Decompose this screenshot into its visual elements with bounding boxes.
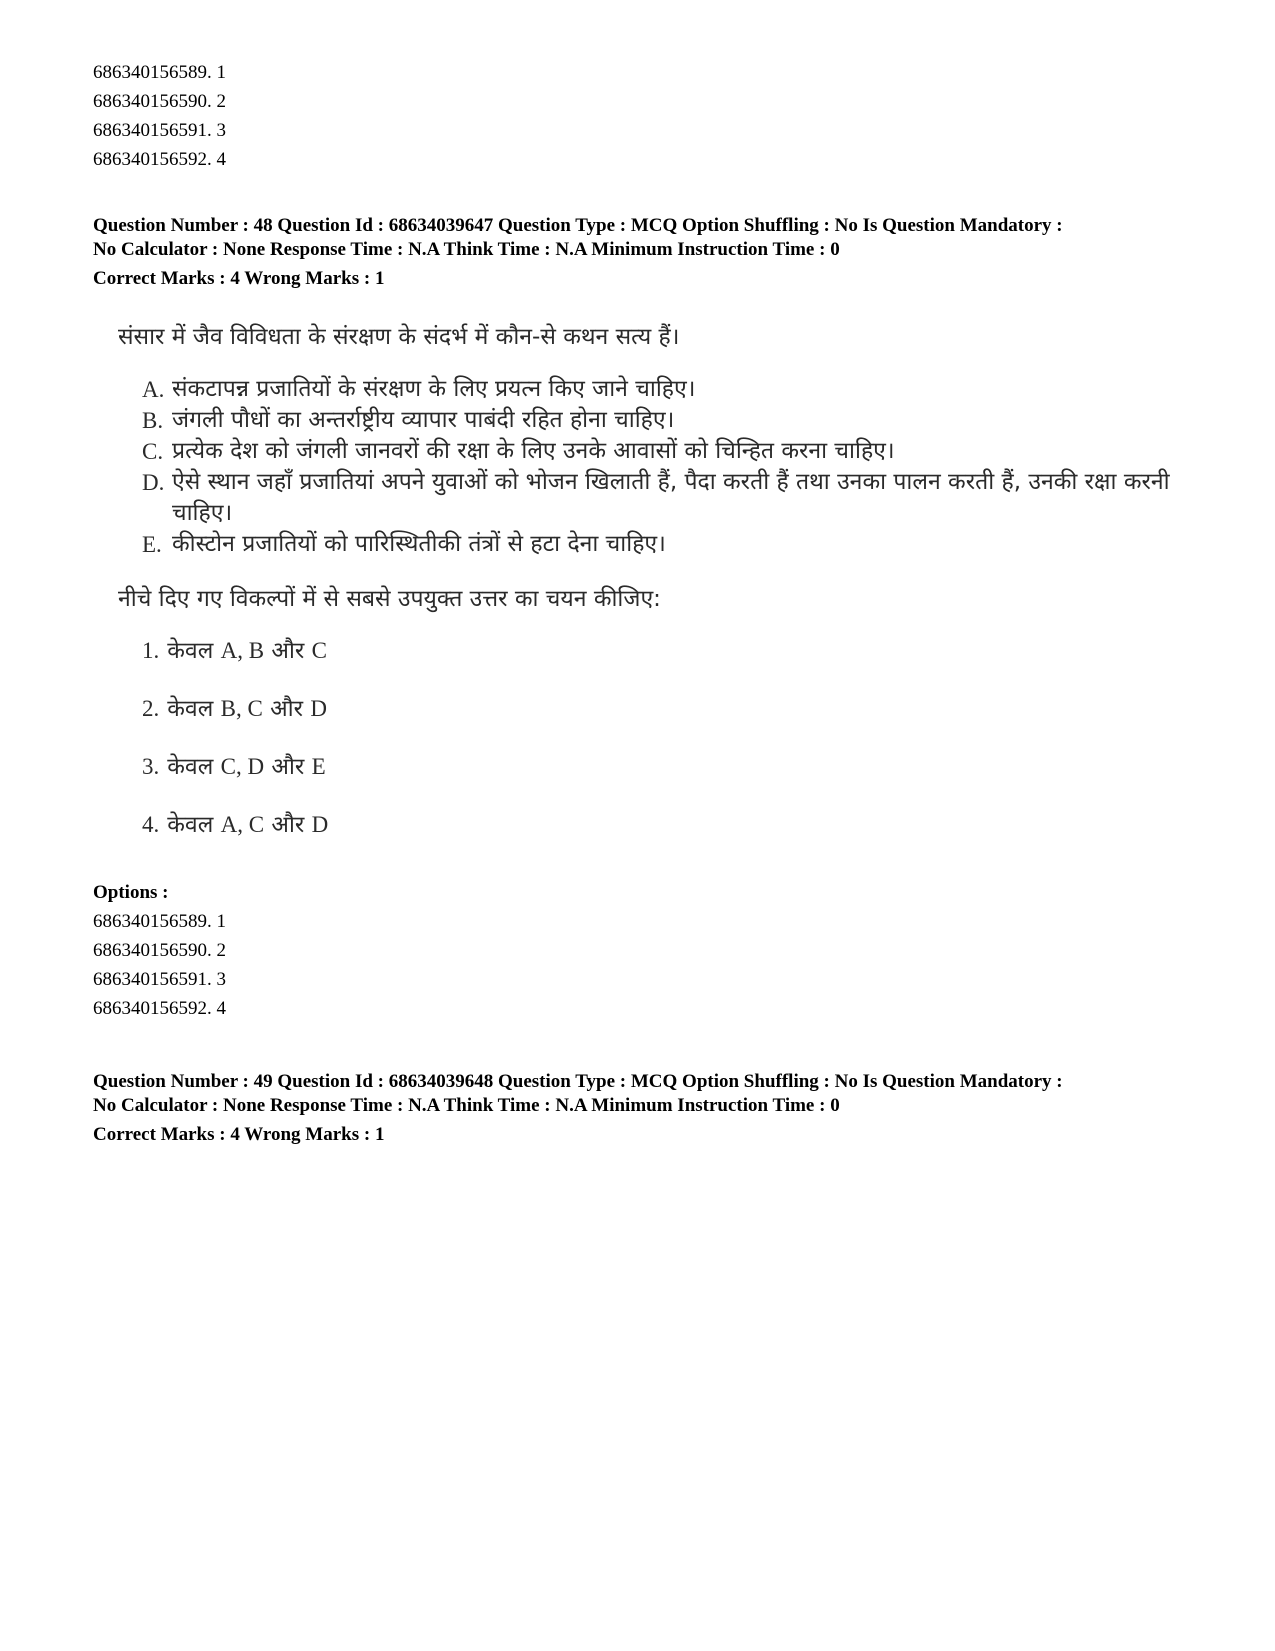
- option-line: 686340156589. 1: [93, 62, 226, 83]
- statement-item: [142, 374, 1198, 405]
- option-line: 686340156592. 4: [93, 998, 226, 1019]
- choice-last-letter: E: [311, 754, 326, 779]
- option-line: 686340156591. 3: [93, 120, 226, 141]
- question-stem: संसार में जैव विविधता के संरक्षण के संदर्भ में कौन-से कथन सत्य हैं।: [118, 324, 680, 350]
- option-line: 686340156591. 3: [93, 969, 226, 990]
- choice-word: केवल: [167, 812, 214, 838]
- answer-choice: [142, 752, 1198, 782]
- option-line: 686340156590. 2: [93, 940, 226, 961]
- choice-conjunction: और: [270, 696, 304, 722]
- choice-conjunction: और: [271, 754, 305, 780]
- question-48-options: [93, 878, 226, 1023]
- statement-letter: B.: [142, 408, 164, 433]
- choice-word: केवल: [167, 754, 214, 780]
- statement-item: [142, 529, 1198, 560]
- choice-conjunction: और: [271, 638, 305, 664]
- question-48-header: [93, 214, 1193, 291]
- choice-letters: B, C: [220, 696, 263, 721]
- answer-choice: [142, 810, 1198, 840]
- choice-number: 4.: [142, 812, 160, 837]
- statement-text: ऐसे स्थान जहाँ प्रजातियां अपने युवाओं को भोजन खिलाती हैं, पैदा करती हैं तथा उनका पालन करती हैं, उनकी रक्षा करनी चाहिए।: [172, 469, 1170, 526]
- choice-word: केवल: [167, 638, 214, 664]
- choice-number: 1.: [142, 638, 160, 663]
- choice-letters: C, D: [220, 754, 265, 779]
- answer-choice: [142, 636, 1198, 666]
- question-meta-line: No Calculator : None Response Time : N.A Think Time : N.A Minimum Instruction Time : 0: [93, 239, 840, 260]
- statement-item: [142, 436, 1198, 467]
- answer-choice: [142, 694, 1198, 724]
- question-meta-line: Question Number : 49 Question Id : 68634039648 Question Type : MCQ Option Shuffling : No Is Question Mandatory :: [93, 1071, 1063, 1092]
- options-title: Options :: [93, 882, 169, 903]
- choice-letters: A, B: [220, 638, 265, 663]
- answer-choice-list: [142, 636, 1198, 840]
- choice-last-letter: D: [311, 812, 329, 837]
- option-line: 686340156592. 4: [93, 149, 226, 170]
- question-marks: Correct Marks : 4 Wrong Marks : 1: [93, 1124, 385, 1145]
- option-line: 686340156590. 2: [93, 91, 226, 112]
- statement-letter: A.: [142, 377, 165, 402]
- option-line: 686340156589. 1: [93, 911, 226, 932]
- statement-text: संकटापन्न प्रजातियों के संरक्षण के लिए प्रयत्न किए जाने चाहिए।: [172, 376, 696, 402]
- choice-conjunction: और: [271, 812, 305, 838]
- choice-last-letter: D: [310, 696, 327, 721]
- question-meta-line: No Calculator : None Response Time : N.A Think Time : N.A Minimum Instruction Time : 0: [93, 1095, 840, 1116]
- statement-letter: C.: [142, 439, 164, 464]
- question-49-header: [93, 1070, 1193, 1147]
- question-meta-line: Question Number : 48 Question Id : 68634039647 Question Type : MCQ Option Shuffling : No Is Question Mandatory :: [93, 215, 1063, 236]
- statement-text: कीस्टोन प्रजातियों को पारिस्थितीकी तंत्रों से हटा देना चाहिए।: [172, 531, 666, 557]
- choice-number: 3.: [142, 754, 160, 779]
- statement-letter: E.: [142, 532, 162, 557]
- question-marks: Correct Marks : 4 Wrong Marks : 1: [93, 268, 385, 289]
- previous-question-options: [93, 58, 226, 174]
- statement-text: जंगली पौधों का अन्तर्राष्ट्रीय व्यापार पाबंदी रहित होना चाहिए।: [172, 407, 675, 433]
- question-48-content: [118, 322, 1198, 868]
- statement-list: [142, 374, 1198, 560]
- choice-number: 2.: [142, 696, 160, 721]
- statement-item: [142, 405, 1198, 436]
- choice-letters: A, C: [220, 812, 265, 837]
- answer-instruction: नीचे दिए गए विकल्पों में से सबसे उपयुक्त उत्तर का चयन कीजिए:: [118, 586, 661, 612]
- choice-last-letter: C: [311, 638, 327, 663]
- statement-item: [142, 467, 1198, 529]
- choice-word: केवल: [167, 696, 214, 722]
- statement-letter: D.: [142, 470, 165, 495]
- statement-text: प्रत्येक देश को जंगली जानवरों की रक्षा के लिए उनके आवासों को चिन्हित करना चाहिए।: [172, 438, 895, 464]
